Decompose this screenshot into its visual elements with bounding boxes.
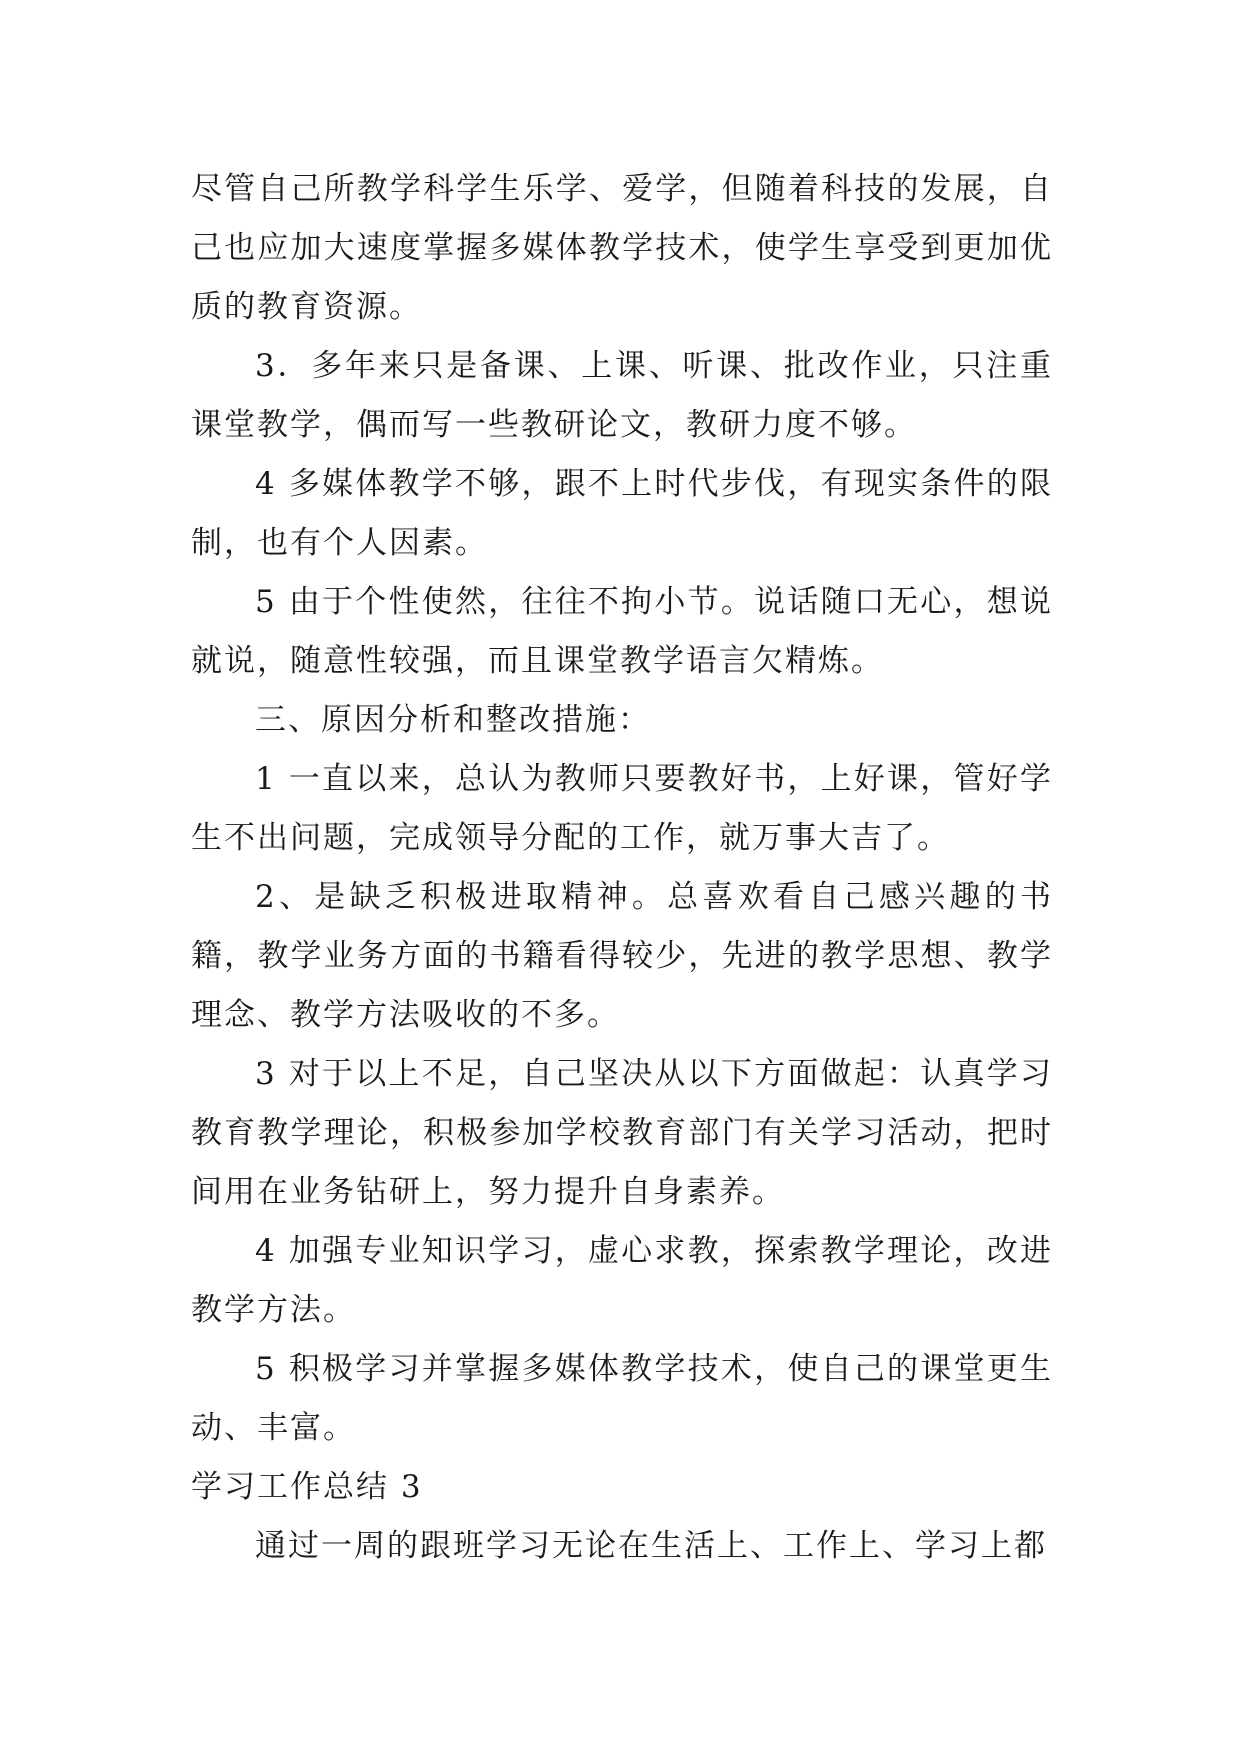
paragraph-11: 通过一周的跟班学习无论在生活上、工作上、学习上都	[255, 1528, 1047, 1564]
paragraph-1: 尽管自己所教学科学生乐学、爱学，但随着科技的发展，自己也应加大速度掌握多媒体教学技术，使学生享受到更加优质的教育资源。	[191, 171, 1053, 325]
paragraph-9: 4 加强专业知识学习，虚心求教，探索教学理论，改进教学方法。	[191, 1233, 1053, 1328]
paragraph-8: 3 对于以上不足，自己坚决从以下方面做起：认真学习教育教学理论，积极参加学校教育部门有关学习活动，把时间用在业务钻研上，努力提升自身素养。	[191, 1056, 1053, 1210]
paragraph-7: 2、是缺乏积极进取精神。总喜欢看自己感兴趣的书籍，教学业务方面的书籍看得较少，先进的教学思想、教学理念、教学方法吸收的不多。	[191, 879, 1053, 1033]
paragraph-6: 1 一直以来，总认为教师只要教好书，上好课，管好学生不出问题，完成领导分配的工作，就万事大吉了。	[191, 761, 1053, 856]
paragraph-4: 5 由于个性使然，往往不拘小节。说话随口无心，想说就说，随意性较强，而且课堂教学语言欠精炼。	[191, 584, 1053, 679]
paragraph-5: 三、原因分析和整改措施：	[255, 702, 651, 738]
paragraph-2: 3．多年来只是备课、上课、听课、批改作业，只注重课堂教学，偶而写一些教研论文，教研力度不够。	[191, 348, 1053, 443]
paragraph-3: 4 多媒体教学不够，跟不上时代步伐，有现实条件的限制，也有个人因素。	[191, 466, 1053, 561]
section-title: 学习工作总结 3	[191, 1469, 423, 1505]
document-body	[191, 160, 1053, 1576]
paragraph-10: 5 积极学习并掌握多媒体教学技术，使自己的课堂更生动、丰富。	[191, 1351, 1053, 1446]
